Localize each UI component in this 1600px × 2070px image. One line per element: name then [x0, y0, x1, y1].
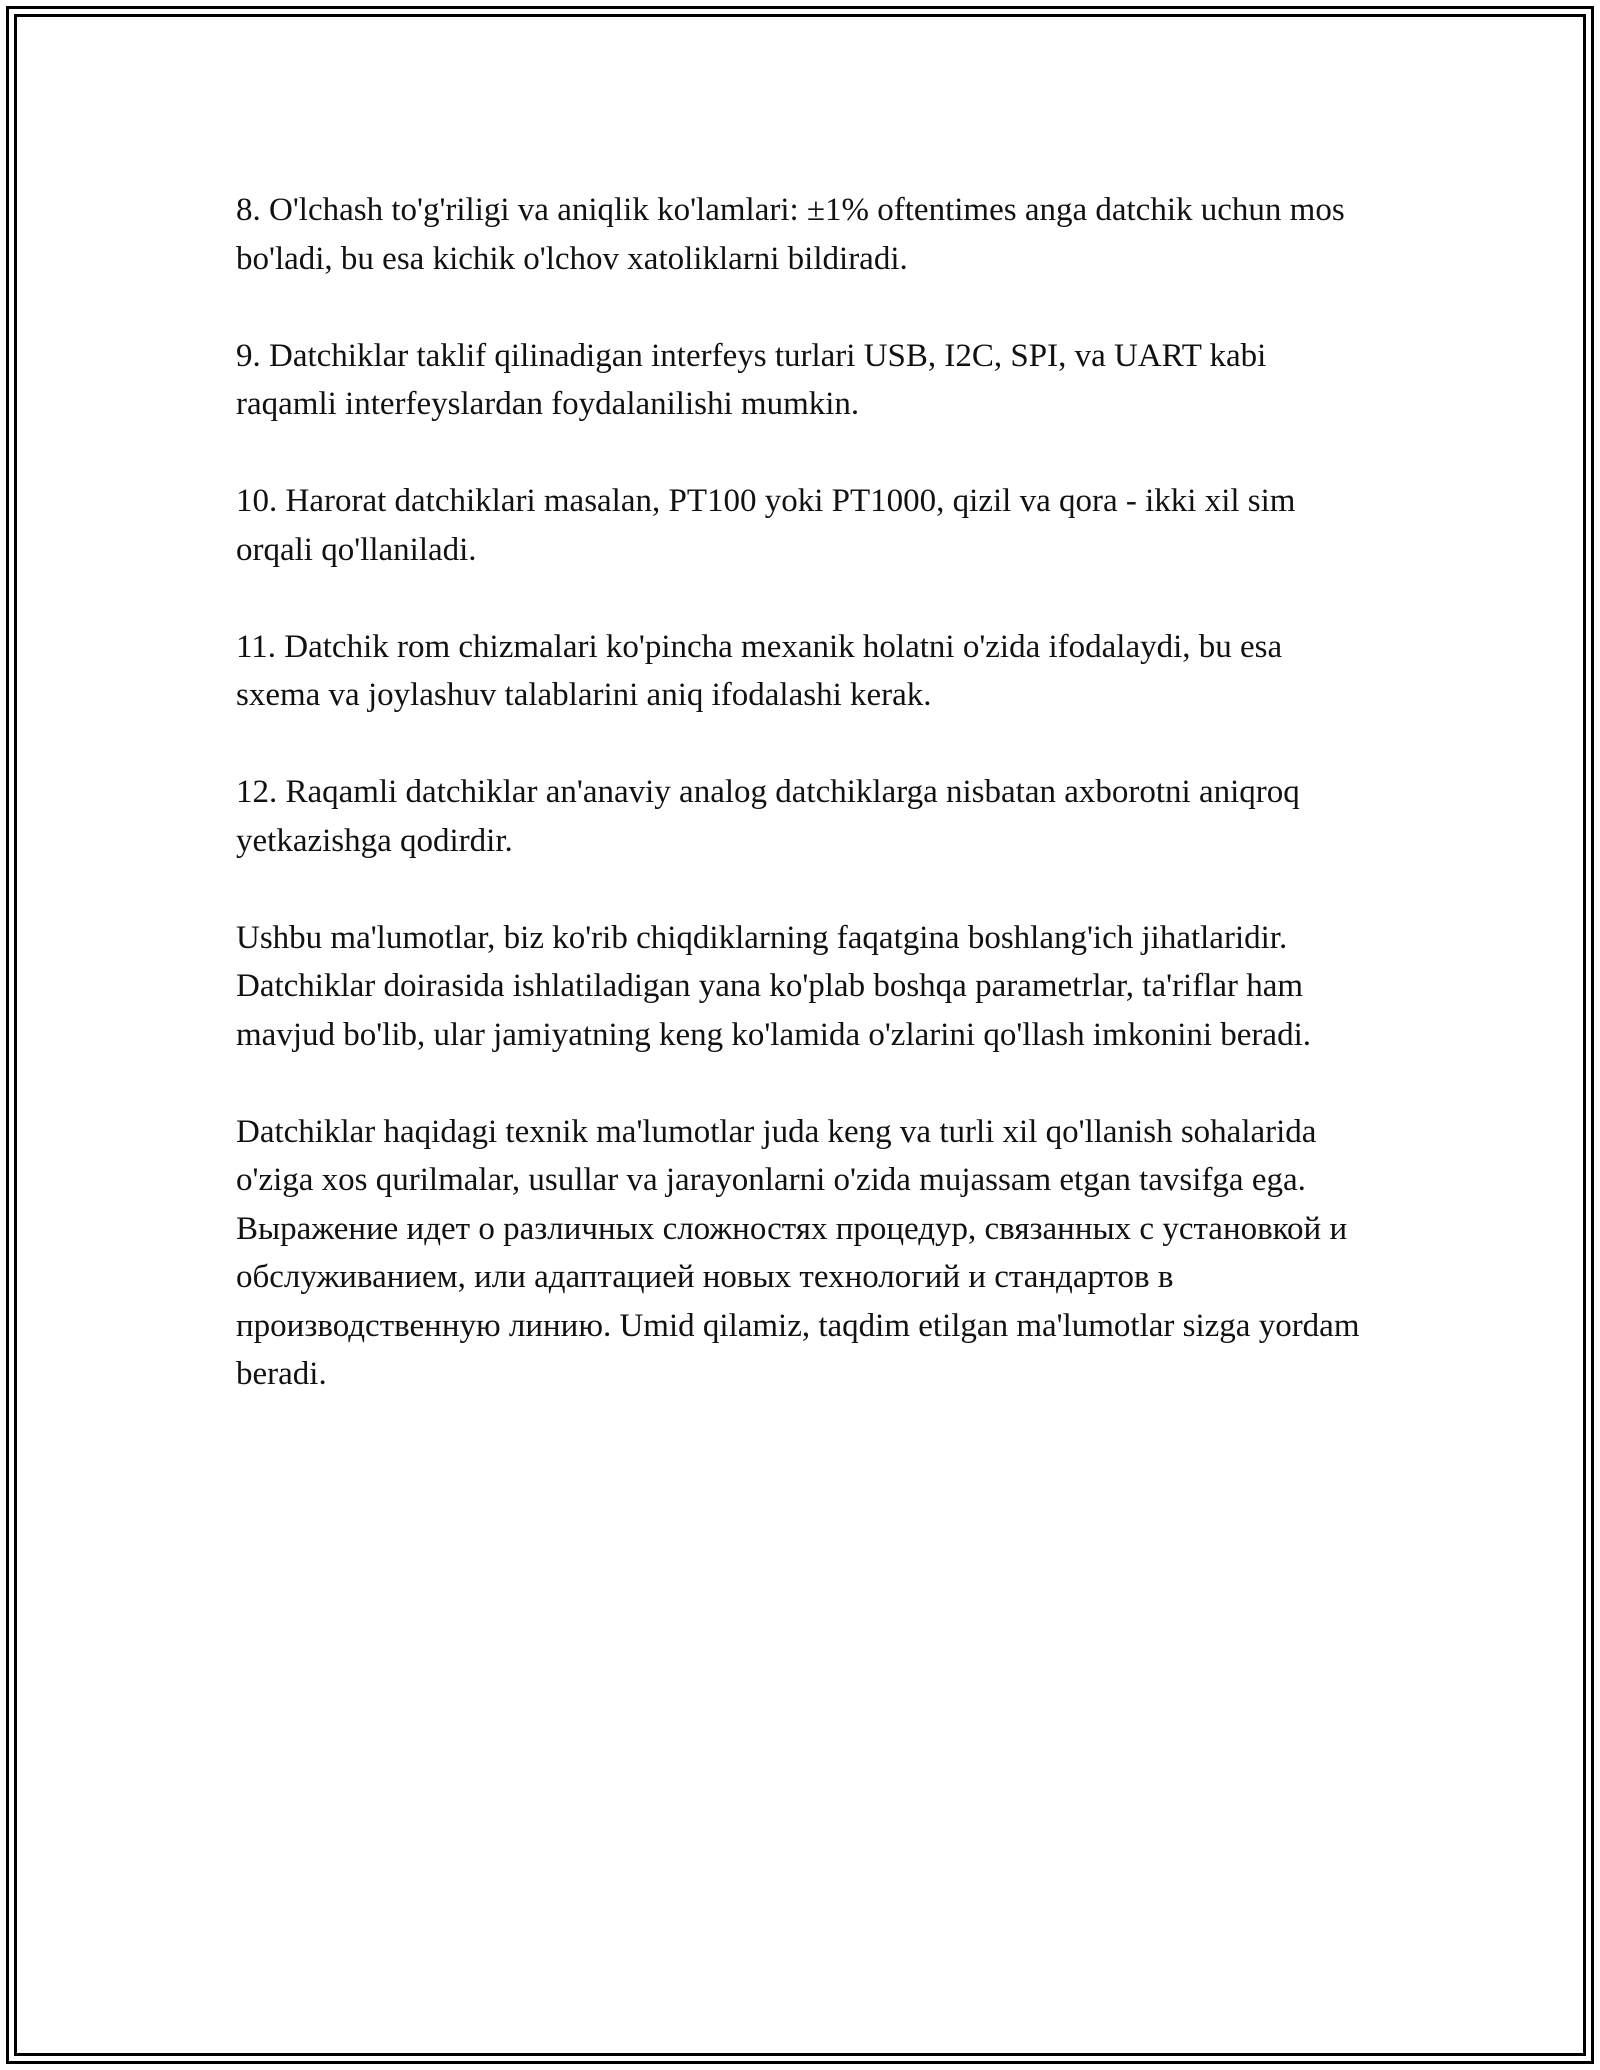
paragraph-conclusion: Datchiklar haqidagi texnik ma'lumotlar juda keng va turli xil qo'llanish sohalarida o'ziga xos qurilmalar, usullar va jarayonlarni o'zida mujassam etgan tavsifga ega. Выражение идет о различных сложностях процедур, связанных с установкой и обслуживанием, или адаптацией новых технологий и стандартов в производственную линию. Umid qilamiz, taqdim etilgan ma'lumotlar sizga yordam beradi.	[236, 1113, 1360, 1392]
paragraph-summary: Ushbu ma'lumotlar, biz ko'rib chiqdiklarning faqatgina boshlang'ich jihatlaridir. Datchiklar doirasida ishlatiladigan yana ko'plab boshqa parametrlar, ta'riflar ham mavjud bo'lib, ular jamiyatning keng ko'lamida o'zlarini qo'llash imkonini beradi.	[236, 919, 1311, 1053]
paragraph-item-9: 9. Datchiklar taklif qilinadigan interfeys turlari USB, I2C, SPI, va UART kabi raqamli interfeyslardan foydalanilishi mumkin.	[236, 337, 1267, 422]
document-body	[236, 186, 1366, 1447]
paragraph-item-11: 11. Datchik rom chizmalari ko'pincha mexanik holatni o'zida ifodalaydi, bu esa sxema va joylashuv talablarini aniq ifodalashi kerak.	[236, 628, 1283, 713]
paragraph-item-10: 10. Harorat datchiklari masalan, PT100 yoki PT1000, qizil va qora - ikki xil sim orqali qo'llaniladi.	[236, 483, 1296, 568]
paragraph-item-8: 8. O'lchash to'g'riligi va aniqlik ko'lamlari: ±1% oftentimes anga datchik uchun mos bo'ladi, bu esa kichik o'lchov xatoliklarni bildiradi.	[236, 192, 1345, 277]
paragraph-item-12: 12. Raqamli datchiklar an'anaviy analog datchiklarga nisbatan axborotni aniqroq yetkazishga qodirdir.	[236, 774, 1300, 859]
